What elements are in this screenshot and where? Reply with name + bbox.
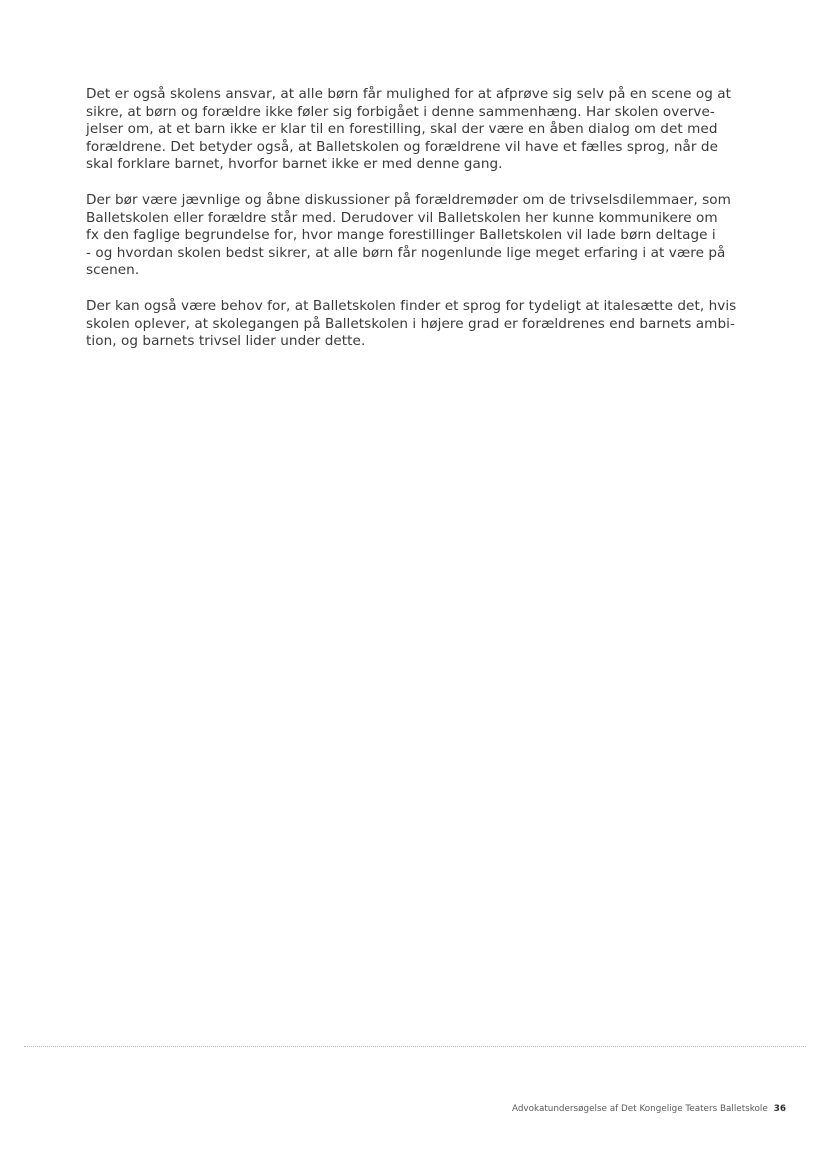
text-line: tion, og barnets trivsel lider under dette. (86, 333, 366, 350)
text-line: Balletskolen eller forældre står med. Derudover vil Balletskolen her kunne kommunikere om (86, 209, 718, 226)
paragraph-3 (86, 298, 776, 351)
page-footer (512, 1104, 786, 1114)
footer-divider (24, 1046, 806, 1047)
footer-title: Advokatundersøgelse af Det Kongelige Teaters Balletskole (511, 1104, 768, 1114)
text-line: - og hvordan skolen bedst sikrer, at alle børn får nogenlunde lige meget erfaring i at være på (86, 244, 726, 261)
text-line: Det er også skolens ansvar, at alle børn får mulighed for at afprøve sig selv på en scene og at (86, 86, 732, 102)
text-line: jelser om, at et barn ikke er klar til en forestilling, skal der være en åben dialog om det med (86, 121, 718, 138)
paragraph-1 (86, 86, 776, 174)
text-line: Der kan også være behov for, at Balletskolen finder et sprog for tydeligt at italesætte det, hvis (86, 297, 737, 314)
text-line: fx den faglige begrundelse for, hvor mange forestillinger Balletskolen vil lade børn deltage i (86, 227, 716, 244)
text-line: sikre, at børn og forældre ikke føler sig forbigået i denne sammenhæng. Har skolen overve- (86, 103, 715, 120)
text-line: scenen. (86, 262, 140, 279)
text-line: Der bør være jævnlige og åbne diskussioner på forældremøder om de trivselsdilemmaer, som (86, 191, 731, 208)
text-line: skal forklare barnet, hvorfor barnet ikke er med denne gang. (86, 156, 503, 173)
body-text (86, 86, 776, 369)
text-line: skolen oplever, at skolegangen på Balletskolen i højere grad er forældrenes end barnets ambi- (86, 315, 735, 332)
text-line: forældrene. Det betyder også, at Balletskolen og forældrene vil have et fælles sprog, når de (86, 138, 718, 155)
page-number: 36 (773, 1104, 786, 1114)
paragraph-2 (86, 192, 776, 280)
